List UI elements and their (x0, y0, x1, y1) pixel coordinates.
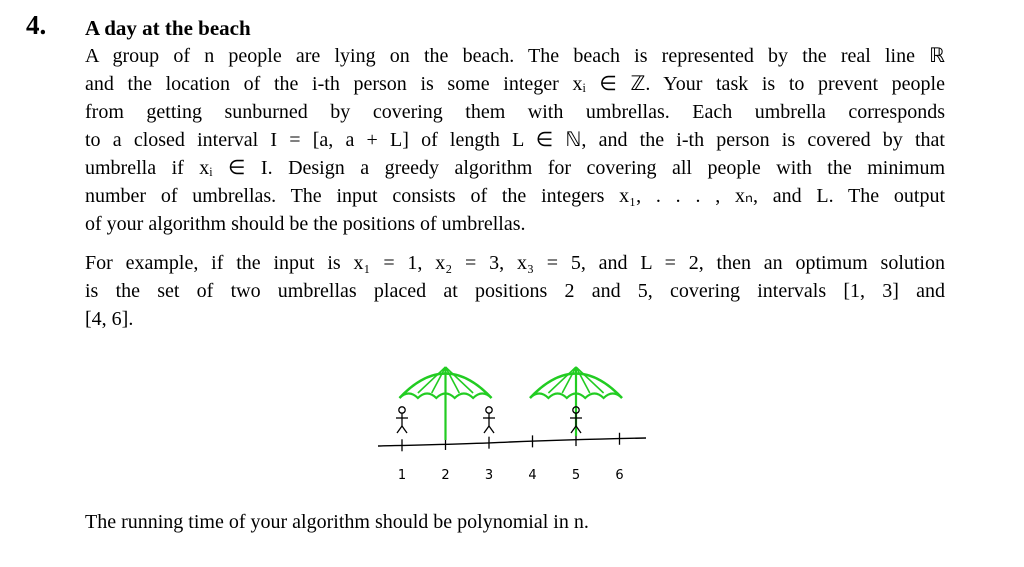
tick-label: 5 (571, 468, 581, 483)
text-line: and the location of the i-th person is some integer xᵢ ∈ ℤ. Your task is to prevent people (85, 73, 945, 95)
text-line: umbrella if xᵢ ∈ I. Design a greedy algorithm for covering all people with the minimum (85, 157, 945, 179)
text-line: [4, 6]. (85, 308, 134, 330)
running-time-note (85, 508, 945, 536)
text-line: For example, if the input is x₁ = 1, x₂ = 3, x₃ = 5, and L = 2, then an optimum solution (85, 252, 945, 274)
problem-number: 4. (26, 10, 47, 40)
person-figure (483, 407, 495, 433)
text-line: number of umbrellas. The input consists of the integers x₁, . . . , xₙ, and L. The output (85, 185, 945, 207)
tick-label: 3 (484, 468, 494, 483)
umbrella (530, 367, 622, 436)
text-line: is the set of two umbrellas placed at positions 2 and 5, covering intervals [1, 3] and (85, 280, 945, 302)
text-line: of your algorithm should be the positions of umbrellas. (85, 213, 526, 235)
umbrella (400, 367, 492, 440)
problem-description (85, 42, 945, 238)
problem-title: A day at the beach (85, 16, 251, 40)
person-figure (396, 407, 408, 433)
example-paragraph (85, 249, 945, 333)
tick-label: 4 (528, 468, 537, 483)
tick-label: 1 (397, 468, 407, 483)
text-line: The running time of your algorithm should be polynomial in n. (85, 511, 589, 533)
tick-label: 2 (441, 468, 450, 483)
text-line: A group of n people are lying on the beach. The beach is represented by the real line ℝ (85, 45, 945, 67)
number-line (378, 438, 646, 446)
text-line: from getting sunburned by covering them with umbrellas. Each umbrella corresponds (85, 101, 945, 123)
person-figure (570, 407, 582, 433)
tick-label: 6 (615, 468, 624, 483)
text-line: to a closed interval I = [a, a + L] of length L ∈ ℕ, and the i-th person is covered by that (85, 129, 945, 151)
